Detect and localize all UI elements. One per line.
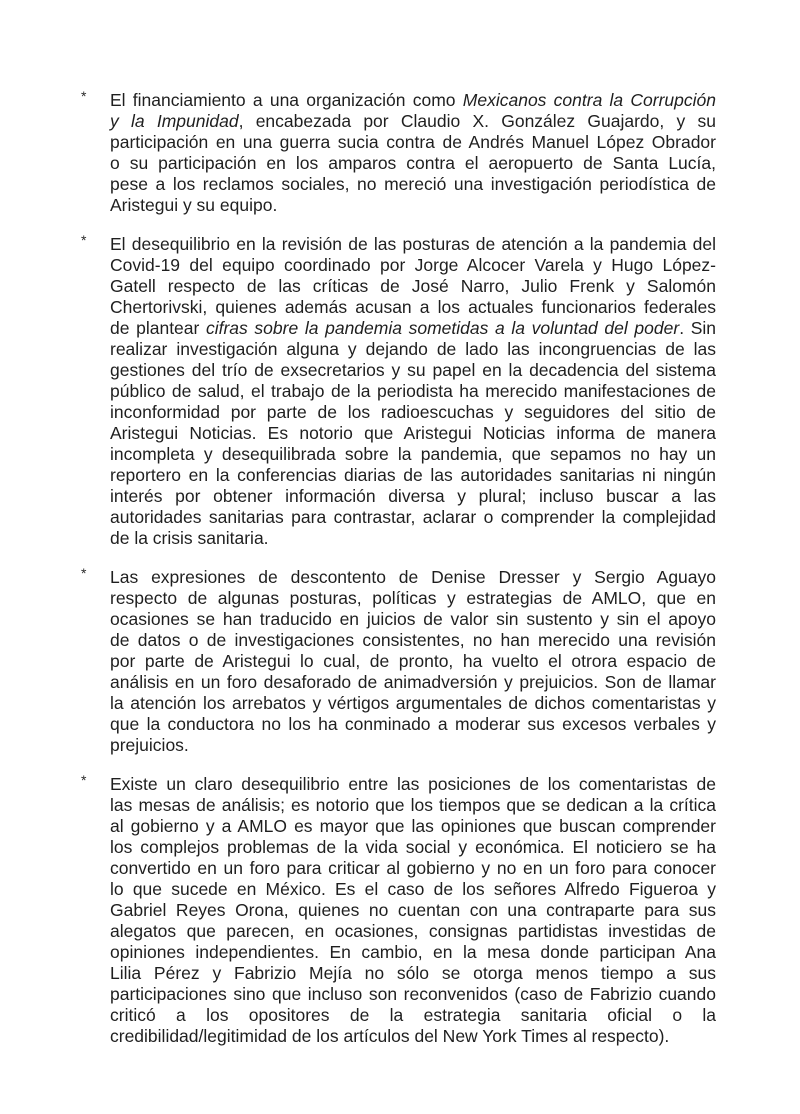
asterisk-bullet-icon: * bbox=[81, 772, 87, 788]
text-segment: de la crisis sanitaria. bbox=[110, 528, 269, 548]
text-segment: Gatell respecto de las críticas de José Narro, Julio Frenk y Salomón bbox=[110, 276, 716, 296]
text-line bbox=[110, 672, 716, 693]
text-segment: cifras sobre la pandemia sometidas a la voluntad del poder bbox=[205, 318, 680, 338]
text-segment: convertido en un foro para criticar al gobierno y no en un foro para conocer bbox=[110, 858, 716, 878]
text-line bbox=[110, 402, 716, 423]
text-segment: opiniones independientes. En cambio, en la mesa donde participan Ana bbox=[110, 942, 716, 962]
text-line bbox=[110, 381, 716, 402]
text-line bbox=[110, 693, 716, 714]
text-segment: público de salud, el trabajo de la periodista ha merecido manifestaciones de bbox=[110, 381, 716, 401]
text-segment: Aristegui y su equipo. bbox=[110, 195, 278, 215]
text-segment: Chertorivski, quienes además acusan a los actuales funcionarios federales bbox=[110, 297, 716, 317]
text-line bbox=[110, 609, 716, 630]
text-line bbox=[110, 921, 716, 942]
text-segment: realizar investigación alguna y dejando de lado las incongruencias de las bbox=[110, 339, 716, 359]
text-segment: , encabezada por Claudio X. González Guajardo, y su bbox=[238, 111, 716, 131]
text-line bbox=[110, 486, 716, 507]
text-segment: criticó a los opositores de la estrategia sanitaria oficial o la bbox=[110, 1005, 716, 1025]
text-line bbox=[110, 714, 716, 735]
text-segment: que la conductora no los ha conminado a moderar sus excesos verbales y bbox=[110, 714, 716, 734]
text-line bbox=[110, 1026, 716, 1047]
bullet-paragraph bbox=[81, 232, 716, 549]
text-line bbox=[110, 297, 716, 318]
text-segment: Aristegui Noticias. Es notorio que Aristegui Noticias informa de manera bbox=[110, 423, 716, 443]
text-segment: Mexicanos contra la Corrupción bbox=[462, 90, 716, 110]
paragraphs-container bbox=[81, 88, 716, 1047]
text-segment: los complejos problemas de la vida social y económica. El noticiero se ha bbox=[110, 837, 716, 857]
text-line bbox=[110, 795, 716, 816]
text-line bbox=[110, 837, 716, 858]
text-line bbox=[110, 567, 716, 588]
text-line bbox=[110, 528, 716, 549]
text-segment: Lilia Pérez y Fabrizio Mejía no sólo se otorga menos tiempo a sus bbox=[110, 963, 716, 983]
text-line bbox=[110, 465, 716, 486]
text-segment: alegatos que parecen, en ocasiones, consignas partidistas investidas de bbox=[110, 921, 716, 941]
text-line bbox=[110, 339, 716, 360]
asterisk-bullet-icon: * bbox=[81, 232, 87, 248]
asterisk-bullet-icon: * bbox=[81, 565, 87, 581]
text-segment: participación en una guerra sucia contra de Andrés Manuel López Obrador bbox=[110, 132, 716, 152]
text-segment: de datos o de investigaciones consistentes, no han merecido una revisión bbox=[110, 630, 716, 650]
text-segment: autoridades sanitarias para contrastar, aclarar o comprender la complejidad bbox=[110, 507, 716, 527]
text-segment: las mesas de análisis; es notorio que los tiempos que se dedican a la crítica bbox=[110, 795, 716, 815]
text-segment: gestiones del trío de exsecretarios y su papel en la decadencia del sistema bbox=[110, 360, 716, 380]
text-segment: participaciones sino que incluso son reconvenidos (caso de Fabrizio cuando bbox=[110, 984, 716, 1004]
text-segment: prejuicios. bbox=[110, 735, 189, 755]
text-segment: la atención los arrebatos y vértigos argumentales de dichos comentaristas y bbox=[110, 693, 716, 713]
text-segment: Las expresiones de descontento de Denise Dresser y Sergio Aguayo bbox=[110, 567, 716, 587]
text-line bbox=[110, 735, 716, 756]
text-line bbox=[110, 174, 716, 195]
bullet-paragraph bbox=[81, 565, 716, 756]
text-segment: reportero en la conferencias diarias de las autoridades sanitarias ni ningún bbox=[110, 465, 716, 485]
text-line bbox=[110, 276, 716, 297]
text-segment: por parte de Aristegui lo cual, de pronto, ha vuelto el otrora espacio de bbox=[110, 651, 716, 671]
text-segment: ocasiones se han traducido en juicios de valor sin sustento y sin el apoyo bbox=[110, 609, 716, 629]
text-line bbox=[110, 984, 716, 1005]
text-line bbox=[110, 630, 716, 651]
text-line bbox=[110, 360, 716, 381]
text-line bbox=[110, 132, 716, 153]
bullet-paragraph bbox=[81, 88, 716, 216]
text-line bbox=[110, 816, 716, 837]
text-line bbox=[110, 195, 716, 216]
text-line bbox=[110, 942, 716, 963]
text-line bbox=[110, 234, 716, 255]
text-segment: respecto de algunas posturas, políticas y estrategias de AMLO, que en bbox=[110, 588, 716, 608]
text-line bbox=[110, 900, 716, 921]
text-segment: pese a los reclamos sociales, no mereció una investigación periodística de bbox=[110, 174, 716, 194]
text-segment: al gobierno y a AMLO es mayor que las opiniones que buscan comprender bbox=[110, 816, 716, 836]
text-segment: interés por obtener información diversa y plural; incluso buscar a las bbox=[110, 486, 716, 506]
text-segment: de plantear bbox=[110, 318, 206, 338]
text-line bbox=[110, 1005, 716, 1026]
text-segment: Existe un claro desequilibrio entre las posiciones de los comentaristas de bbox=[110, 774, 716, 794]
asterisk-bullet-icon: * bbox=[81, 88, 87, 104]
text-segment: análisis en un foro desaforado de animadversión y prejuicios. Son de llamar bbox=[110, 672, 716, 692]
text-line bbox=[110, 153, 716, 174]
text-line bbox=[110, 588, 716, 609]
text-line bbox=[110, 423, 716, 444]
bullet-paragraph bbox=[81, 772, 716, 1047]
text-segment: lo que sucede en México. Es el caso de los señores Alfredo Figueroa y bbox=[110, 879, 716, 899]
text-segment: o su participación en los amparos contra el aeropuerto de Santa Lucía, bbox=[110, 153, 716, 173]
text-segment: . Sin bbox=[679, 318, 716, 338]
text-segment: inconformidad por parte de los radioescuchas y seguidores del sitio de bbox=[110, 402, 716, 422]
text-segment: Covid-19 del equipo coordinado por Jorge Alcocer Varela y Hugo López- bbox=[110, 255, 716, 275]
text-line bbox=[110, 858, 716, 879]
text-segment: y la Impunidad bbox=[110, 111, 239, 131]
text-segment: El financiamiento a una organización como bbox=[110, 90, 463, 110]
text-line bbox=[110, 444, 716, 465]
text-line bbox=[110, 507, 716, 528]
text-line bbox=[110, 255, 716, 276]
text-segment: incompleta y desequilibrada sobre la pandemia, que sepamos no hay un bbox=[110, 444, 716, 464]
text-line bbox=[110, 774, 716, 795]
text-segment: El desequilibrio en la revisión de las posturas de atención a la pandemia del bbox=[110, 234, 716, 254]
text-line bbox=[110, 879, 716, 900]
text-line bbox=[110, 111, 716, 132]
text-segment: credibilidad/legitimidad de los artículos del New York Times al respecto). bbox=[110, 1026, 670, 1046]
text-line bbox=[110, 90, 716, 111]
text-line bbox=[110, 318, 716, 339]
text-line bbox=[110, 963, 716, 984]
text-line bbox=[110, 651, 716, 672]
text-segment: Gabriel Reyes Orona, quienes no cuentan con una contraparte para sus bbox=[110, 900, 716, 920]
